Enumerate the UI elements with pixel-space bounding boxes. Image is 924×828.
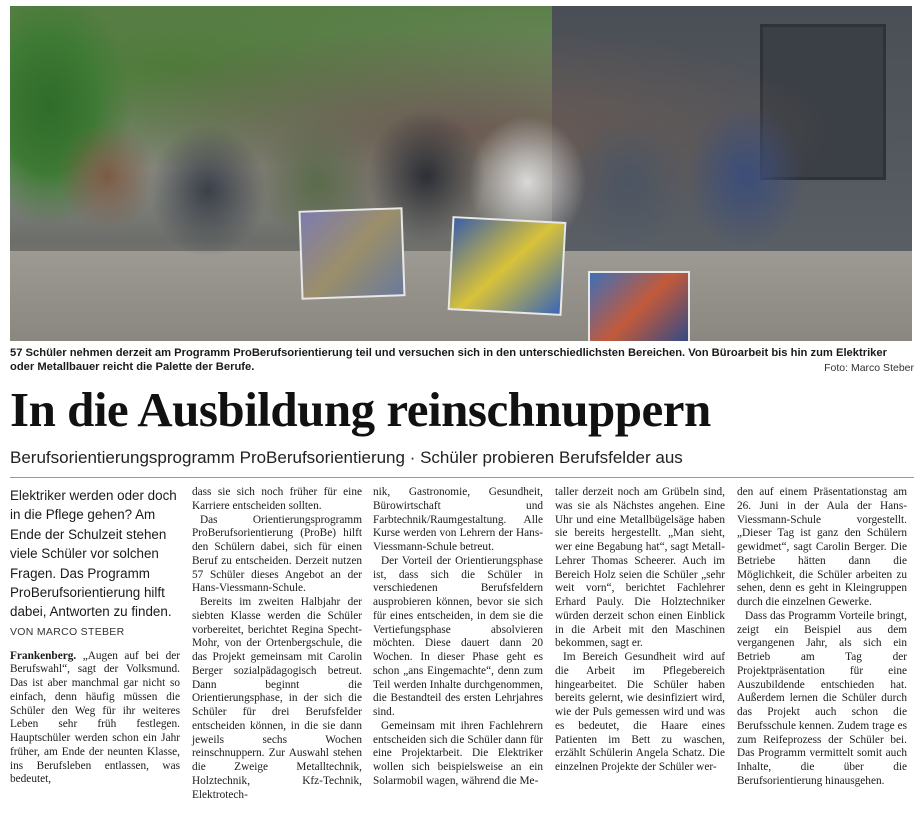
photo-painting-center [448,216,567,316]
article-photo [10,6,912,341]
headline: In die Ausbildung reinschnuppern [10,382,711,437]
article-paragraph: Der Vorteil der Orientierungsphase ist, dass sich die Schüler in verschiedenen Berufsfeldern ausprobieren können, bevor sie sich für eines entscheiden, in dem sie die Vertiefungsphase absolvieren möchten. Diese dauert dann 20 Wochen. In dieser Phase geht es schon „ans Eingemachte“, denn zum Teil werden Inhalte durchgenommen, die Bestandteil des ersten Lehrjahres sind. [373,554,543,718]
subheadline: Berufsorientierungsprogramm ProBerufsorientierung · Schüler probieren Berufsfelder aus [10,448,683,467]
byline: VON MARCO STEBER [10,625,125,638]
article-paragraph: Dass das Programm Vorteile bringt, zeigt ein Beispiel aus dem vergangenen Jahr, als sich ein Betrieb am Tag der Projektpräsentation für eine Auszubildende entschieden hat. Außerdem lernen die Schüler durch das Projekt auch schon die Berufsschule kennen. Zudem trage es zum Reifeprozess der Schüler bei. Das Programm vermittelt somit auch Inhalte, die über die Berufsorientierung hinausgehen. [737,609,907,787]
photo-caption: 57 Schüler nehmen derzeit am Programm ProBerufsorientierung teil und versuchen sich in den unterschiedlichsten Bereichen. Von Büroarbeit bis hin zum Elektriker oder Metallbauer reicht die Palette der Berufe. [10,347,887,373]
article-column-4 [555,486,725,775]
article-paragraph: taller derzeit noch am Grübeln sind, was sie als Nächstes angehen. Eine Uhr und eine Metallbügelsäge haben sie bereits hergestellt. „Man sieht, wer eine Begabung hat“, sagt Metall-Lehrer Thomas Scheerer. Auch im Bereich Holz seien die Schüler „sehr weit vorn“, berichtet Fachlehrer Erhard Pauly. Die Holztechniker würden derzeit schon einen Einblick in die Arbeit mit den Maschinen bekommen, sagt er. [555,486,725,650]
article-column-2 [192,486,362,802]
article-paragraph: dass sie sich noch früher für eine Karriere entscheiden sollten. [192,486,362,512]
article-paragraph: den auf einem Präsentationstag am 26. Juni in der Aula der Hans-Viessmann-Schule vorgestellt. „Dieser Tag ist ganz den Schülern gewidmet“, sagt Carolin Berger. Die Betriebe hätten dann die Möglichkeit, die Schüler arbeiten zu sehen, denn es geht in Kleingruppen durch die einzelnen Gewerke. [737,486,907,608]
dateline: Frankenberg. [10,649,77,662]
photo-painting-right [588,271,690,341]
article-paragraph [10,650,180,788]
article-paragraph: Bereits im zweiten Halbjahr der siebten Klasse werden die Schüler vorbereitet, berichtet Regina Specht-Mohr, von der Ortenbergschule, die das Projekt gemeinsam mit Carolin Berger sozialpädagogisch betreut. Dann beginnt die Orientierungsphase, in der sich die Schüler für drei Berufsfelder entscheiden können, in die sie dann jeweils sechs Wochen reinschnuppern. Zur Auswahl stehen die Zweige Metalltechnik, Holztechnik, Kfz-Technik, Elektrotech- [192,596,362,801]
article-paragraph: nik, Gastronomie, Gesundheit, Bürowirtschaft und Farbtechnik/Raumgestaltung. Alle Kurse werden von Lehrern der Hans-Viessmann-Schule betreut. [373,486,543,553]
paragraph-text: „Augen auf bei der Berufswahl“, sagt der Volksmund. Das ist aber manchmal gar nicht so einfach, denn häufig müssen die Schüler den Weg für ihr weiteres Leben sehr früh festlegen. Hauptschüler werden schon ein Jahr früher, am Ende der neunten Klasse, ins Berufsleben entlassen, was bedeutet, [10,649,180,786]
article-column-1 [10,486,180,787]
article-column-5 [737,486,907,789]
article-lead: Elektriker werden oder doch in die Pflege gehen? Am Ende der Schulzeit stehen viele Schüler vor solchen Fragen. Das Programm ProBerufsorientierung hilft dabei, Antworten zu finden. [10,488,177,620]
article-column-3 [373,486,543,789]
article-paragraph: Im Bereich Gesundheit wird auf die Arbeit im Pflegebereich hingearbeitet. Die Schüler haben bereits gelernt, wie desinfiziert wird, wie der Puls gemessen wird und was es bedeutet, die Haare eines Patienten im Bett zu waschen, erzählt Schülerin Angela Schatz. Die einzelnen Projekte der Schüler wer- [555,651,725,773]
photo-credit: Foto: Marco Steber [824,362,914,374]
divider [10,477,914,478]
photo-painting-left [298,207,405,300]
article-paragraph: Das Orientierungsprogramm ProBerufsorientierung (ProBe) hilft den Schülern dabei, sich für einen Beruf zu entscheiden. Derzeit nutzen 57 Schüler dieses Angebot an der Hans-Viessmann-Schule. [192,513,362,595]
article-paragraph: Gemeinsam mit ihren Fachlehrern entscheiden sich die Schüler dann für eine Projektarbeit. Die Elektriker wollen sich beispielsweise an ein Solarmobil wagen, während die Me- [373,719,543,787]
